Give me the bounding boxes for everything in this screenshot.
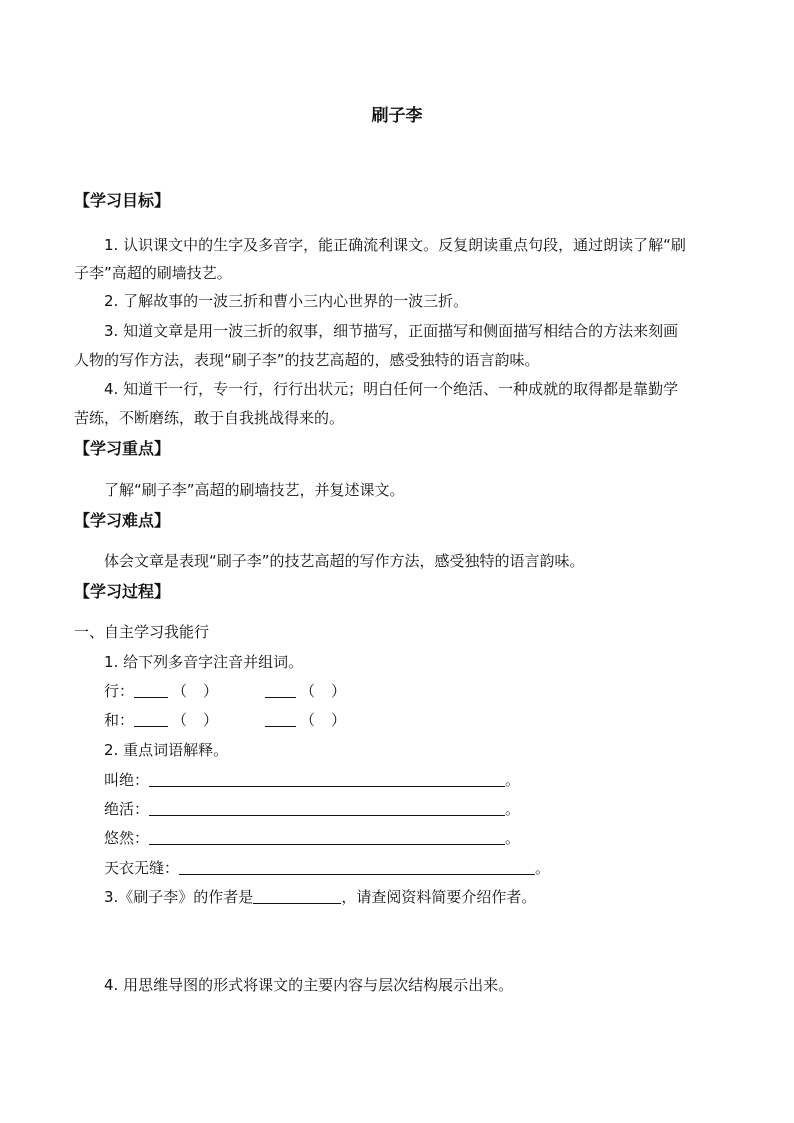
term-label: 叫绝： <box>104 771 150 789</box>
goal-3-line-2: 人物的写作方法，表现“刷子李”的技艺高超的，感受独特的语言韵味。 <box>74 351 540 369</box>
close-paren: ） <box>331 711 347 729</box>
term-end: 。 <box>535 859 551 877</box>
pinyin-blank[interactable] <box>134 711 168 727</box>
term-label: 天衣无缝： <box>104 859 180 877</box>
term-youran <box>104 828 520 848</box>
goal-3-line-1: 3. 知道文章是用一波三折的叙事，细节描写，正面描写和侧面描写相结合的方法来刻画 <box>104 322 679 340</box>
term-end: 。 <box>505 771 521 789</box>
answer-blank[interactable] <box>149 829 505 845</box>
polyphone-label: 行： <box>104 682 135 700</box>
goal-1-line-1: 1. 认识课文中的生字及多音字，能正确流利课文。反复朗读重点句段，通过朗读了解“刷 <box>104 236 686 254</box>
key-points-text: 了解“刷子李”高超的刷墙技艺，并复述课文。 <box>104 481 405 499</box>
question-2: 2. 重点词语解释。 <box>104 741 229 759</box>
term-juehuo <box>104 799 520 819</box>
part-1-title: 一、自主学习我能行 <box>74 623 210 641</box>
question-4: 4. 用思维导图的形式将课文的主要内容与层次结构展示出来。 <box>104 976 514 994</box>
difficulties-text: 体会文章是表现“刷子李”的技艺高超的写作方法，感受独特的语言韵味。 <box>104 552 585 570</box>
open-paren: （ <box>172 682 188 700</box>
answer-blank[interactable] <box>149 771 505 787</box>
term-label: 绝活： <box>104 800 150 818</box>
term-end: 。 <box>505 800 521 818</box>
close-paren: ） <box>203 711 219 729</box>
answer-blank[interactable] <box>179 859 535 875</box>
difficulties-heading: 【学习难点】 <box>74 511 171 530</box>
polyphone-row-xing-second <box>265 681 346 701</box>
open-paren: （ <box>300 682 316 700</box>
question-3 <box>104 887 536 907</box>
close-paren: ） <box>331 682 347 700</box>
goal-4-line-2: 苦练，不断磨练，敢于自我挑战得来的。 <box>74 409 345 427</box>
open-paren: （ <box>172 711 188 729</box>
goal-4-line-1: 4. 知道干一行，专一行，行行出状元；明白任何一个绝活、一种成就的取得都是靠勤学 <box>104 380 679 398</box>
process-heading: 【学习过程】 <box>74 582 171 601</box>
goal-1-line-2: 子李”高超的刷墙技艺。 <box>74 264 232 282</box>
document-title: 刷子李 <box>371 106 423 126</box>
goal-2-line-1: 2. 了解故事的一波三折和曹小三内心世界的一波三折。 <box>104 292 469 310</box>
term-label: 悠然： <box>104 829 150 847</box>
term-jiaojue <box>104 770 520 790</box>
term-tianyiwufeng <box>104 858 550 878</box>
open-paren: （ <box>300 711 316 729</box>
polyphone-label: 和： <box>104 711 135 729</box>
polyphone-row-he-second <box>265 710 346 730</box>
term-end: 。 <box>505 829 521 847</box>
question-3-text-after: ，请查阅资料简要介绍作者。 <box>341 888 537 906</box>
polyphone-row-xing <box>104 681 218 701</box>
pinyin-blank[interactable] <box>265 682 296 698</box>
polyphone-row-he <box>104 710 218 730</box>
pinyin-blank[interactable] <box>265 711 296 727</box>
close-paren: ） <box>203 682 219 700</box>
key-points-heading: 【学习重点】 <box>74 439 171 458</box>
goals-heading: 【学习目标】 <box>74 191 171 210</box>
author-blank[interactable] <box>253 888 341 904</box>
question-1: 1. 给下列多音字注音并组词。 <box>104 653 304 671</box>
question-3-text-before: 3.《刷子李》的作者是 <box>104 888 254 906</box>
answer-blank[interactable] <box>149 800 505 816</box>
pinyin-blank[interactable] <box>134 682 168 698</box>
